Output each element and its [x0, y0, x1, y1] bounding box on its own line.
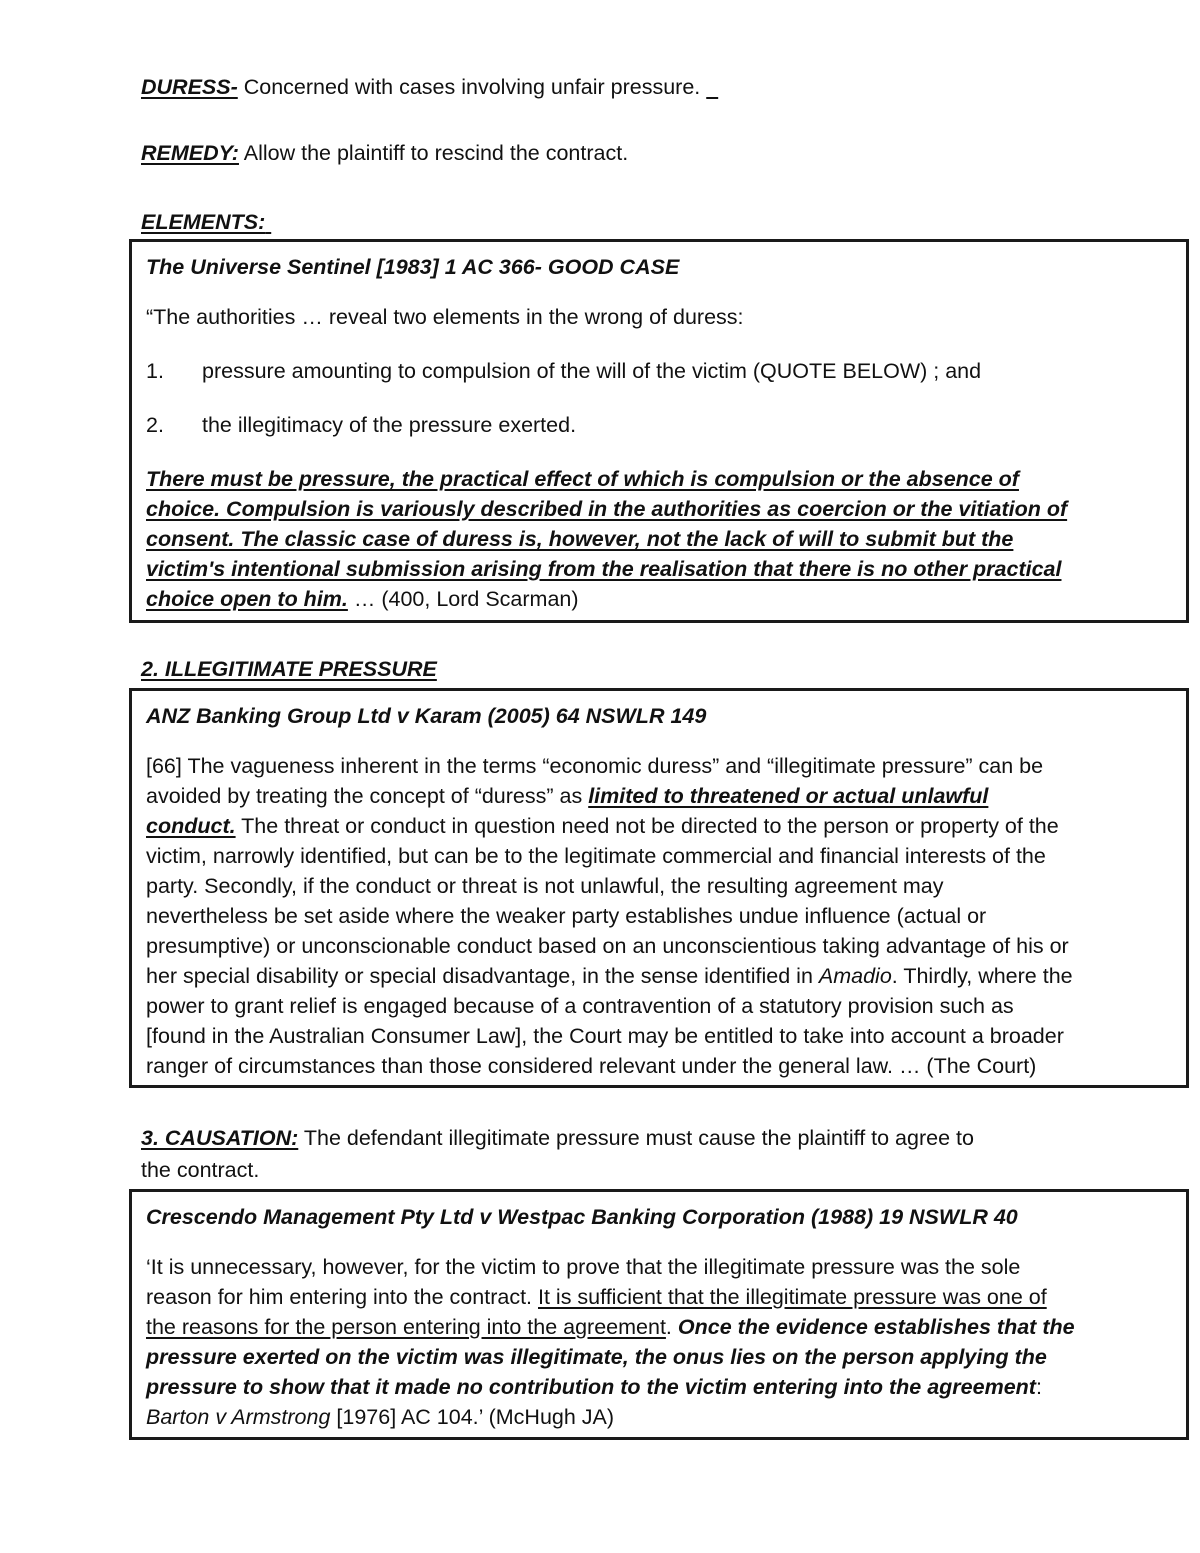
- underlined-text: the reasons for the person entering into the agreement: [146, 1315, 666, 1339]
- list-item: [146, 410, 1174, 440]
- elements-label: ELEMENTS:: [141, 210, 266, 234]
- paragraph-text: avoided by treating the concept of “duress” as: [146, 784, 589, 808]
- quote-line: consent. The classic case of duress is, however, not the lack of will to submit but the: [146, 527, 1014, 551]
- emphasis-text: limited to threatened or actual unlawful: [588, 784, 989, 808]
- emphasis-text: pressure to show that it made no contribution to the victim entering into the agreement: [146, 1375, 1036, 1399]
- remedy-line: [141, 138, 628, 168]
- scarman-quote: [146, 464, 1174, 614]
- paragraph-text: reason for him entering into the contract.: [146, 1285, 538, 1309]
- causation-label: 3. CAUSATION:: [141, 1126, 299, 1150]
- section-heading-causation: [141, 1123, 974, 1153]
- paragraph-line: party. Secondly, if the conduct or threat is not unlawful, the resulting agreement may: [146, 874, 944, 898]
- quote-intro: “The authorities … reveal two elements in the wrong of duress:: [146, 305, 744, 329]
- emphasis-text: conduct.: [146, 814, 236, 838]
- paragraph-text: The threat or conduct in question need not be directed to the person or property of the: [235, 814, 1059, 838]
- case-box-anz-karam: [129, 688, 1189, 1088]
- quote-line: choice open to him.: [146, 587, 348, 611]
- paragraph-line: nevertheless be set aside where the weaker party establishes undue influence (actual or: [146, 904, 987, 928]
- paragraph-text: her special disability or special disadvantage, in the sense identified in: [146, 964, 819, 988]
- list-text: pressure amounting to compulsion of the will of the victim (QUOTE BELOW) ; and: [202, 359, 982, 383]
- emphasis-line: pressure exerted on the victim was illegitimate, the onus lies on the person applying the: [146, 1345, 1047, 1369]
- paragraph-line: ‘It is unnecessary, however, for the victim to prove that the illegitimate pressure was the sole: [146, 1255, 1021, 1279]
- duress-label: DURESS-: [141, 75, 238, 99]
- duress-line: [141, 72, 718, 102]
- quote-line: choice. Compulsion is variously described in the authorities as coercion or the vitiation of: [146, 497, 1068, 521]
- case-box-universe-sentinel: [129, 239, 1189, 623]
- remedy-text: Allow the plaintiff to rescind the contract.: [238, 141, 629, 165]
- paragraph-line: [66] The vagueness inherent in the terms “economic duress” and “illegitimate pressure” can be: [146, 754, 1044, 778]
- case-reference: Barton v Armstrong: [146, 1405, 331, 1429]
- list-number: 1.: [146, 359, 164, 383]
- list-text: the illegitimacy of the pressure exerted.: [202, 413, 577, 437]
- case-title: Crescendo Management Pty Ltd v Westpac Banking Corporation (1988) 19 NSWLR 40: [146, 1205, 1018, 1229]
- paragraph-text: . Thirdly, where the: [891, 964, 1073, 988]
- paragraph-line: power to grant relief is engaged because of a contravention of a statutory provision such as: [146, 994, 1014, 1018]
- paragraph-line: ranger of circumstances than those considered relevant under the general law. … (The Court): [146, 1054, 1037, 1078]
- list-item: [146, 356, 1174, 386]
- case-title: The Universe Sentinel [1983] 1 AC 366- GOOD CASE: [146, 255, 680, 279]
- duress-text: Concerned with cases involving unfair pressure.: [237, 75, 707, 99]
- quote-line: victim's intentional submission arising from the realisation that there is no other practical: [146, 557, 1062, 581]
- causation-text-continued: the contract.: [141, 1158, 260, 1182]
- elements-heading: [141, 207, 271, 237]
- emphasis-text: Once the evidence establishes that the: [677, 1315, 1075, 1339]
- causation-text: The defendant illegitimate pressure must cause the plaintiff to agree to: [298, 1126, 974, 1150]
- list-number: 2.: [146, 413, 164, 437]
- paragraph-text: [1976] AC 104.’ (McHugh JA): [330, 1405, 615, 1429]
- case-box-crescendo-westpac: Crescendo Management Pty Ltd v Westpac Banking Corporation (1988) 19 NSWLR 40 ‘It is unnecessary, however, for the victim to prove that the illegitimate pressure was the sole reason for him entering into the contract. It is sufficient that the illegitimate pressure was one of the reasons for the person entering into the agreement. Once the evidence establishes that the pressure exerted on the victim was illegitimate, the onus lies on the person applying the pressure to show that it made no contribution to the victim entering into the agreement: Barton v Armstrong [1976] AC 104.’ (McHugh JA): [129, 1189, 1189, 1440]
- paragraph-line: presumptive) or unconscionable conduct based on an unconscientious taking advantage of his or: [146, 934, 1069, 958]
- quote-citation: … (400, Lord Scarman): [347, 587, 579, 611]
- case-title: ANZ Banking Group Ltd v Karam (2005) 64 NSWLR 149: [146, 704, 707, 728]
- paragraph-line: [found in the Australian Consumer Law], the Court may be entitled to take into account a broader: [146, 1024, 1064, 1048]
- remedy-label: REMEDY:: [141, 141, 239, 165]
- underlined-text: It is sufficient that the illegitimate pressure was one of: [538, 1285, 1047, 1309]
- section-heading-illegitimate-pressure: 2. ILLEGITIMATE PRESSURE: [141, 657, 437, 681]
- quote-line: There must be pressure, the practical effect of which is compulsion or the absence of: [146, 467, 1019, 491]
- paragraph-line: victim, narrowly identified, but can be to the legitimate commercial and financial interests of the: [146, 844, 1046, 868]
- case-reference: Amadio: [818, 964, 892, 988]
